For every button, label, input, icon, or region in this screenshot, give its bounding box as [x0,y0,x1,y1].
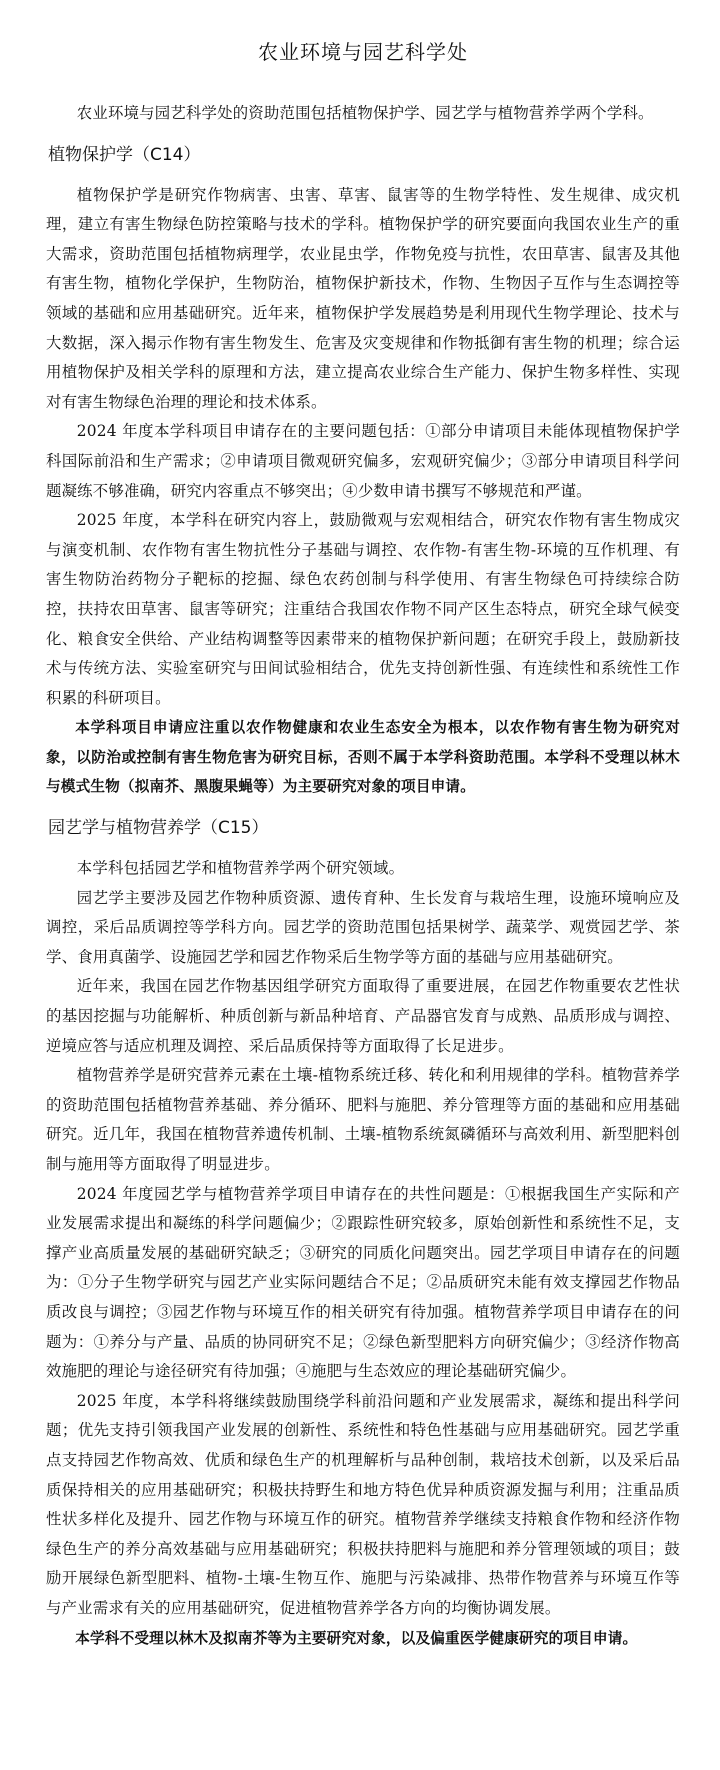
paragraph: 2024 年度园艺学与植物营养学项目申请存在的共性问题是：①根据我国生产实际和产业发展需求提出和凝练的科学问题偏少；②跟踪性研究较多，原始创新性和系统性不足，支撑产业高质量发展的基础研究缺乏；③研究的同质化问题突出。园艺学项目申请存在的问题为：①分子生物学研究与园艺产业实际问题结合不足；②品质研究未能有效支撑园艺作物品质改良与调控；③园艺作物与环境互作的相关研究有待加强。植物营养学项目申请存在的问题为：①养分与产量、品质的协同研究不足；②绿色新型肥料方向研究偏少；③经济作物高效施肥的理论与途径研究有待加强；④施肥与生态效应的理论基础研究偏少。 [46,1184,680,1381]
page-title: 农业环境与园艺科学处 [258,40,468,64]
section-heading: 植物保护学（C14） [48,144,201,165]
section-horticulture-nutrition [46,816,680,1653]
paragraph: 园艺学主要涉及园艺作物种质资源、遗传育种、生长发育与栽培生理，设施环境响应及调控，采后品质调控等学科方向。园艺学的资助范围包括果树学、蔬菜学、观赏园艺学、茶学、食用真菌学、设施园艺学和园艺作物采后生物学等方面的基础与应用基础研究。 [46,888,680,966]
paragraph: 植物保护学是研究作物病害、虫害、草害、鼠害等的生物学特性、发生规律、成灾机理，建立有害生物绿色防控策略与技术的学科。植物保护学的研究要面向我国农业生产的重大需求，资助范围包括植物病理学，农业昆虫学，作物免疫与抗性，农田草害、鼠害及其他有害生物，植物化学保护，生物防治，植物保护新技术，作物、生物因子互作与生态调控等领域的基础和应用基础研究。近年来，植物保护学发展趋势是利用现代生物学理论、技术与大数据，深入揭示作物有害生物发生、危害及灾变规律和作物抵御有害生物的机理；综合运用植物保护及相关学科的原理和方法，建立提高农业综合生产能力、保护生物多样性、实现对有害生物绿色治理的理论和技术体系。 [46,185,680,411]
section-heading: 园艺学与植物营养学（C15） [48,818,269,839]
paragraph: 2024 年度本学科项目申请存在的主要问题包括：①部分申请项目未能体现植物保护学科国际前沿和生产需求；②申请项目微观研究偏多，宏观研究偏少；③部分申请项目科学问题凝练不够准确，研究内容重点不够突出；④少数申请书撰写不够规范和严谨。 [46,422,680,500]
paragraph: 2025 年度，本学科在研究内容上，鼓励微观与宏观相结合，研究农作物有害生物成灾与演变机制、农作物有害生物抗性分子基础与调控、农作物-有害生物-环境的互作机理、有害生物防治药物分子靶标的挖掘、绿色农药创制与科学使用、有害生物绿色可持续综合防控，扶持农田草害、鼠害等研究；注重结合我国农作物不同产区生态特点，研究全球气候变化、粮食安全供给、产业结构调整等因素带来的植物保护新问题；在研究手段上，鼓励新技术与传统方法、实验室研究与田间试验相结合，优先支持创新性强、有连续性和系统性工作积累的科研项目。 [46,511,680,707]
paragraph: 近年来，我国在园艺作物基因组学研究方面取得了重要进展，在园艺作物重要农艺性状的基因挖掘与功能解析、种质创新与新品种培育、产品器官发育与成熟、品质形成与调控、逆境应答与适应机理及调控、采后品质保持等方面取得了长足进步。 [46,977,680,1055]
section-plant-protection [46,143,680,802]
section-note: 本学科项目申请应注重以农作物健康和农业生态安全为根本，以农作物有害生物为研究对象，以防治或控制有害生物危害为研究目标，否则不属于本学科资助范围。本学科不受理以林木与模式生物（拟南芥、黑腹果蝇等）为主要研究对象的项目申请。 [46,719,680,796]
intro-paragraph: 农业环境与园艺科学处的资助范围包括植物保护学、园艺学与植物营养学两个学科。 [76,104,654,122]
paragraph: 2025 年度，本学科将继续鼓励围绕学科前沿问题和产业发展需求，凝练和提出科学问题；优先支持引领我国产业发展的创新性、系统性和特色性基础与应用基础研究。园艺学重点支持园艺作物高效、优质和绿色生产的机理解析与品种创制，栽培技术创新，以及采后品质保持相关的应用基础研究；积极扶持野生和地方特色优异种质资源发掘与利用；注重品质性状多样化及提升、园艺作物与环境互作的研究。植物营养学继续支持粮食作物和经济作物绿色生产的养分高效基础与应用基础研究；积极扶持肥料与施肥和养分管理领域的项目；鼓励开展绿色新型肥料、植物-土壤-生物互作、施肥与污染减排、热带作物营养与环境互作等与产业需求有关的应用基础研究，促进植物营养学各方向的均衡协调发展。 [46,1391,680,1617]
paragraph: 植物营养学是研究营养元素在土壤-植物系统迁移、转化和利用规律的学科。植物营养学的资助范围包括植物营养基础、养分循环、肥料与施肥、养分管理等方面的基础和应用基础研究。近几年，我国在植物营养遗传机制、土壤-植物系统氮磷循环与高效利用、新型肥料创制与施用等方面取得了明显进步。 [46,1066,680,1173]
paragraph: 本学科包括园艺学和植物营养学两个研究领域。 [76,859,405,878]
section-note: 本学科不受理以林木及拟南芥等为主要研究对象，以及偏重医学健康研究的项目申请。 [75,1629,638,1647]
